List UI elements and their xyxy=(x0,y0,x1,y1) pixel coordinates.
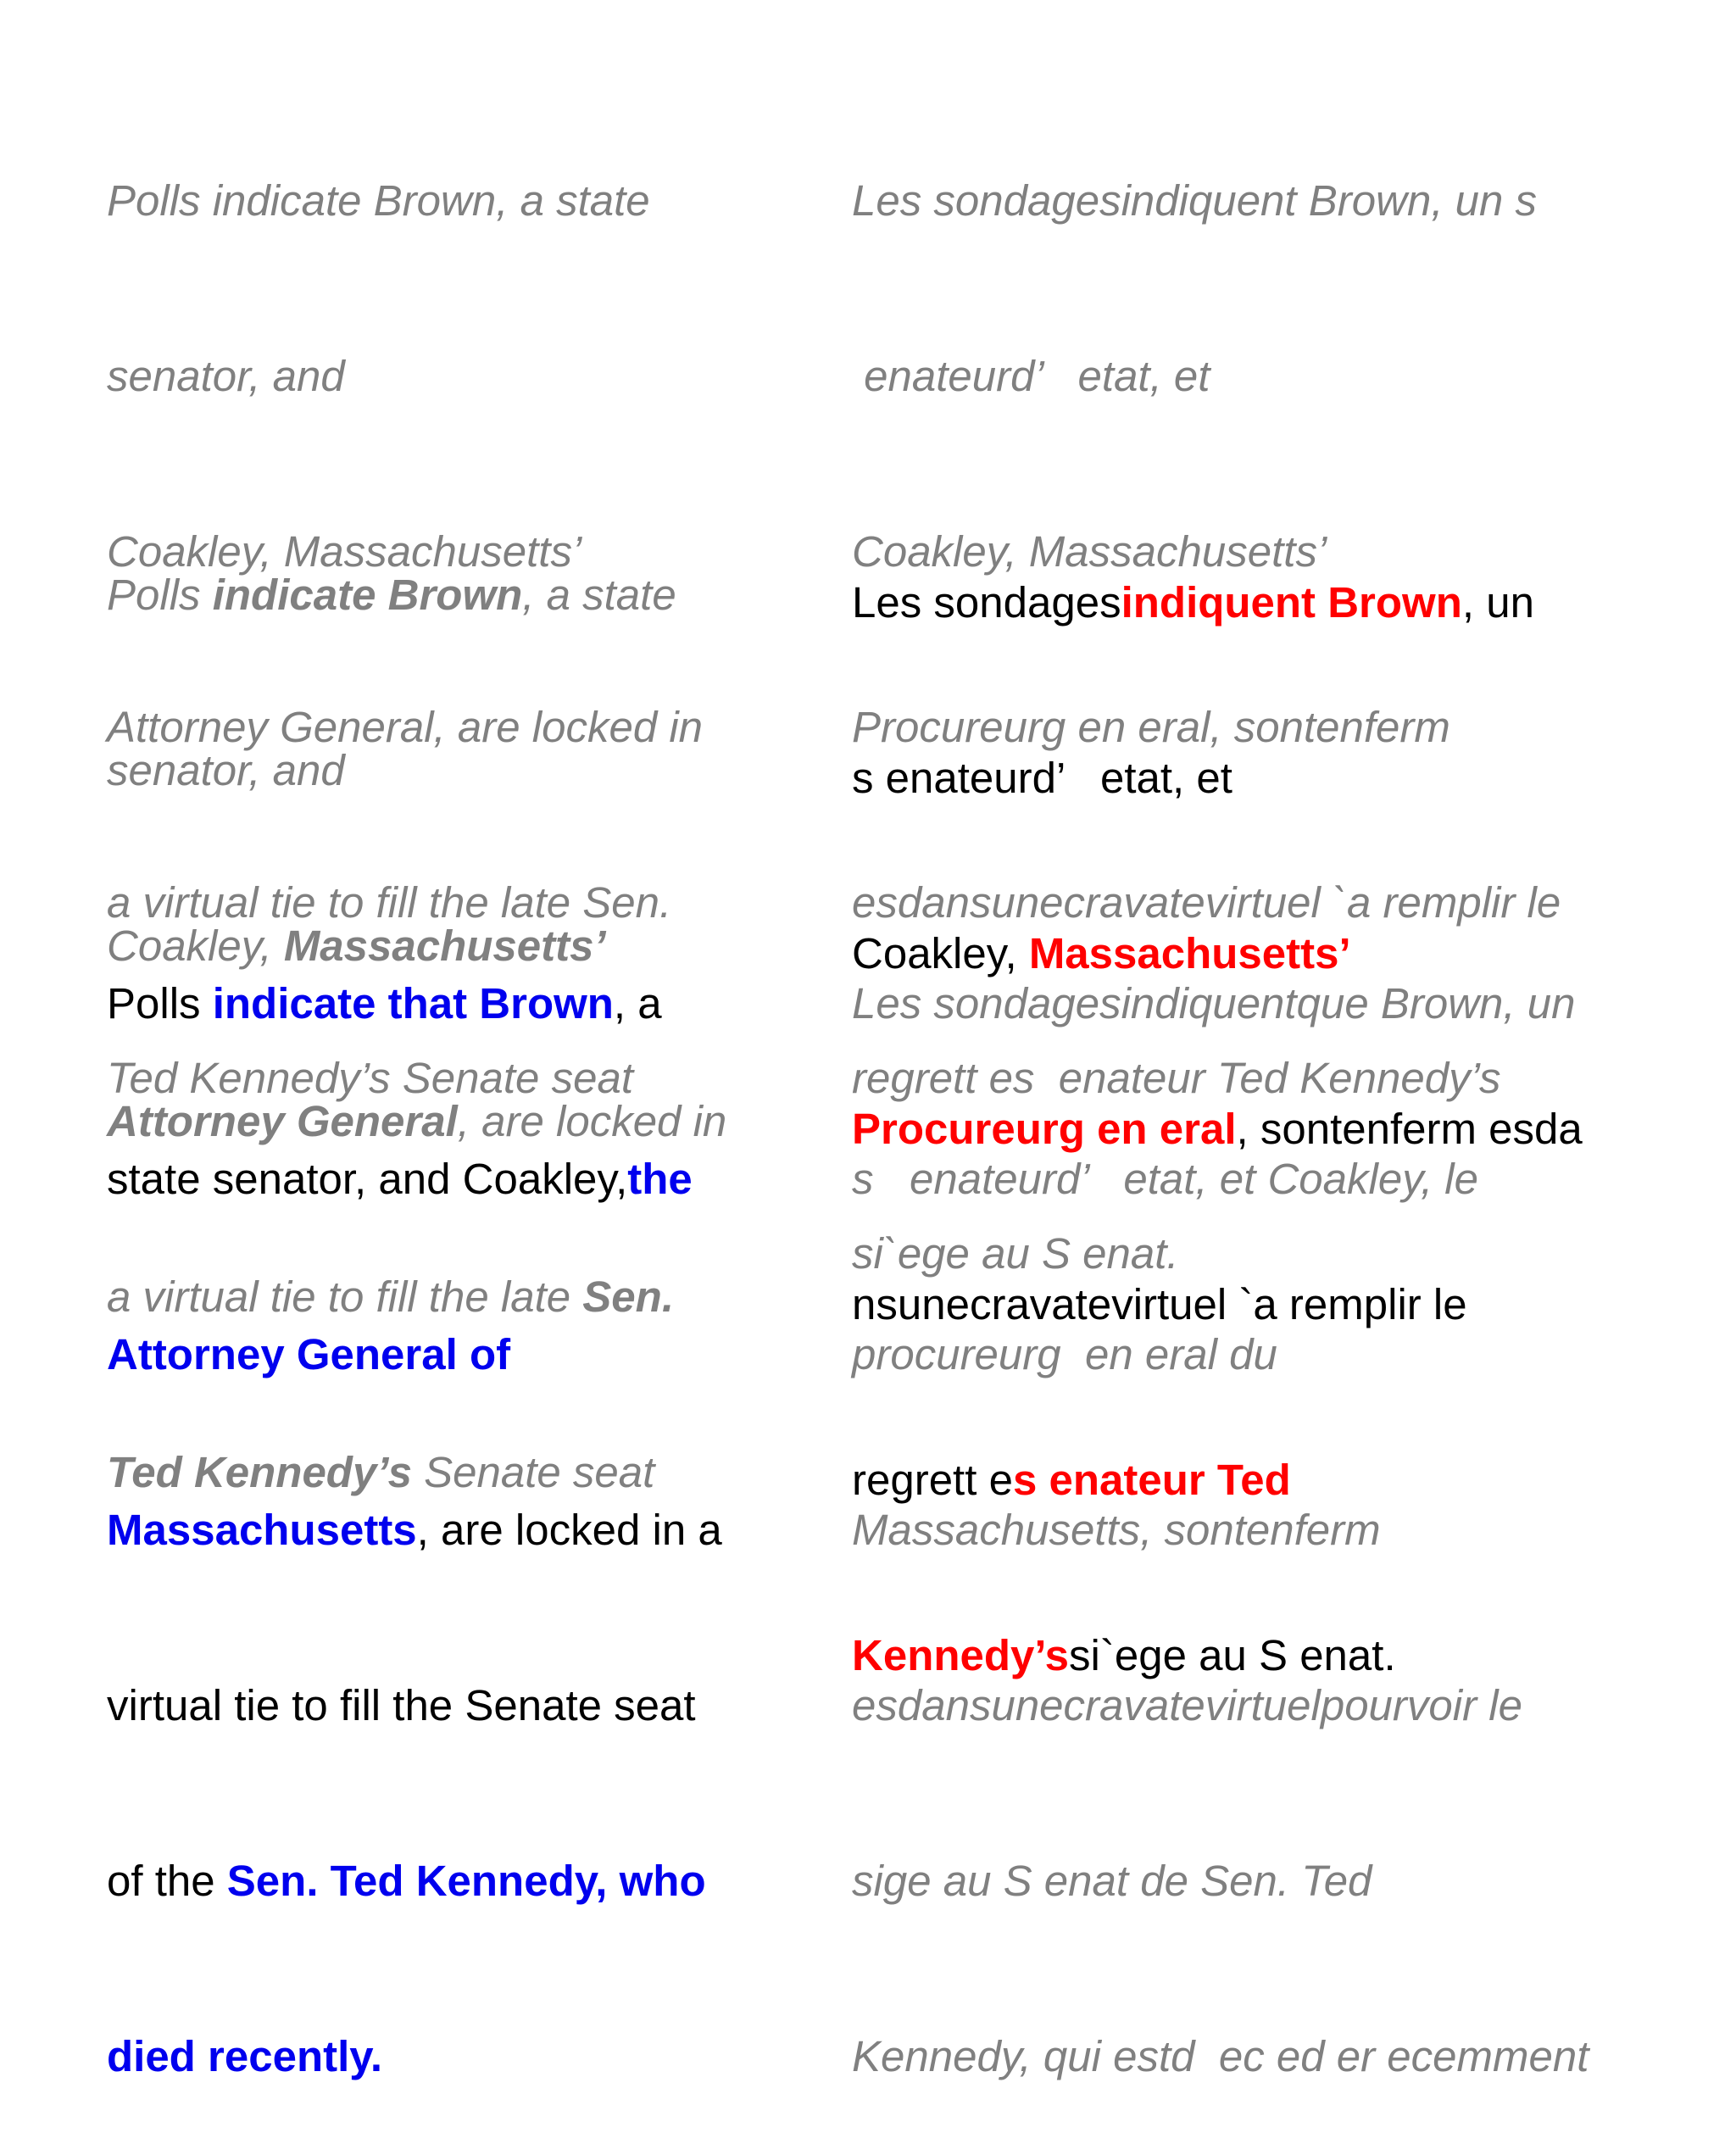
translation-plain-line: Les sondagesindiquent Brown, un s xyxy=(852,176,1538,225)
source-bold-line: senator, and xyxy=(107,746,345,794)
bold-phrase: Sen. xyxy=(582,1272,674,1321)
plain-text: Polls xyxy=(107,571,213,619)
translation-plain-line: regrett es enateur Ted Kennedy’s xyxy=(852,1054,1501,1102)
plain-text: , un xyxy=(1461,578,1534,626)
source-rewritten-line xyxy=(107,974,836,1033)
translation-rewritten-line: sige au S enat de Sen. Ted xyxy=(852,1857,1372,1905)
source-plain-line: senator, and xyxy=(107,352,345,400)
translation-plain-line: enateurd’ etat, et xyxy=(852,352,1210,400)
plain-text: state senator, and Coakley, xyxy=(107,1155,628,1203)
translation-plain-line: esdansunecravatevirtuel `a remplir le xyxy=(852,878,1561,927)
plain-text: , sontenferm esda xyxy=(1236,1105,1583,1153)
plain-text: Senate seat xyxy=(411,1448,655,1496)
blue-phrase: Massachusetts xyxy=(107,1506,417,1554)
plain-text: a virtual tie to fill the late xyxy=(107,1272,583,1321)
source-bold-line xyxy=(107,565,836,624)
bold-phrase: Ted Kennedy’s xyxy=(107,1448,412,1496)
source-rewritten-line: died recently. xyxy=(107,2032,383,2080)
red-phrase: s enateur Ted xyxy=(1012,1456,1291,1504)
red-phrase: Kennedy’s xyxy=(852,1631,1070,1679)
source-plain-line: Attorney General, are locked in xyxy=(107,703,704,751)
translation-rewritten-line: Les sondagesindiquentque Brown, un xyxy=(852,979,1576,1027)
plain-text: Coakley, xyxy=(107,922,284,970)
translation-rewritten-line: procureurg en eral du xyxy=(852,1330,1277,1378)
source-plain-line: Polls indicate Brown, a state xyxy=(107,176,650,225)
source-rewritten-line: Attorney General of xyxy=(107,1330,511,1378)
translation-rewritten-paragraph xyxy=(852,857,1700,2144)
red-phrase: Procureurg en eral xyxy=(852,1105,1237,1153)
plain-text: Les sondages xyxy=(852,578,1121,626)
translation-rewritten-line: s enateurd’ etat, et Coakley, le xyxy=(852,1155,1478,1203)
bold-phrase: Massachusetts’ xyxy=(283,922,606,970)
plain-text: si`ege au S enat. xyxy=(1069,1631,1396,1679)
source-rewritten-line xyxy=(107,1501,836,1559)
translation-red-line: s enateurd’ etat, et xyxy=(852,754,1232,802)
translation-rewritten-line: esdansunecravatevirtuelpourvoir le xyxy=(852,1681,1522,1729)
plain-text: , are locked in a xyxy=(416,1506,722,1554)
plain-text: Coakley, xyxy=(852,929,1029,977)
translation-rewritten-line: Kennedy, qui estd ec ed er ecemment xyxy=(852,2032,1589,2080)
translation-plain-line: Coakley, Massachusetts’ xyxy=(852,527,1327,576)
translation-plain-line: Procureurg en eral, sontenferm xyxy=(852,703,1450,751)
source-rewritten-line xyxy=(107,1852,836,1910)
source-plain-line: Ted Kennedy’s Senate seat xyxy=(107,1054,633,1102)
plain-text: , a state xyxy=(522,571,676,619)
source-rewritten-line: virtual tie to fill the Senate seat xyxy=(107,1681,696,1729)
source-rewritten-paragraph xyxy=(107,857,836,2144)
blue-phrase: indicate that Brown xyxy=(212,979,614,1027)
source-rewritten-line xyxy=(107,1150,836,1208)
plain-text: of the xyxy=(107,1857,227,1905)
plain-text: , are locked in xyxy=(457,1097,727,1145)
bold-phrase: indicate Brown xyxy=(212,571,523,619)
blue-phrase: the xyxy=(627,1155,693,1203)
translation-rewritten-line: Massachusetts, sontenferm xyxy=(852,1506,1381,1554)
red-phrase: Massachusetts’ xyxy=(1028,929,1351,977)
red-phrase: indiquent Brown xyxy=(1121,578,1462,626)
plain-text: Polls xyxy=(107,979,213,1027)
translation-red-line xyxy=(852,573,1700,632)
source-plain-line: a virtual tie to fill the late Sen. xyxy=(107,878,672,927)
bold-phrase: Attorney General xyxy=(107,1097,458,1145)
plain-text: , a xyxy=(613,979,662,1027)
blue-phrase: Sen. Ted Kennedy, who xyxy=(226,1857,706,1905)
source-plain-line: Coakley, Massachusetts’ xyxy=(107,527,582,576)
translation-red-line: nsunecravatevirtuel `a remplir le xyxy=(852,1280,1467,1328)
translation-plain-line: si`ege au S enat. xyxy=(852,1229,1179,1278)
plain-text: regrett e xyxy=(852,1456,1013,1504)
